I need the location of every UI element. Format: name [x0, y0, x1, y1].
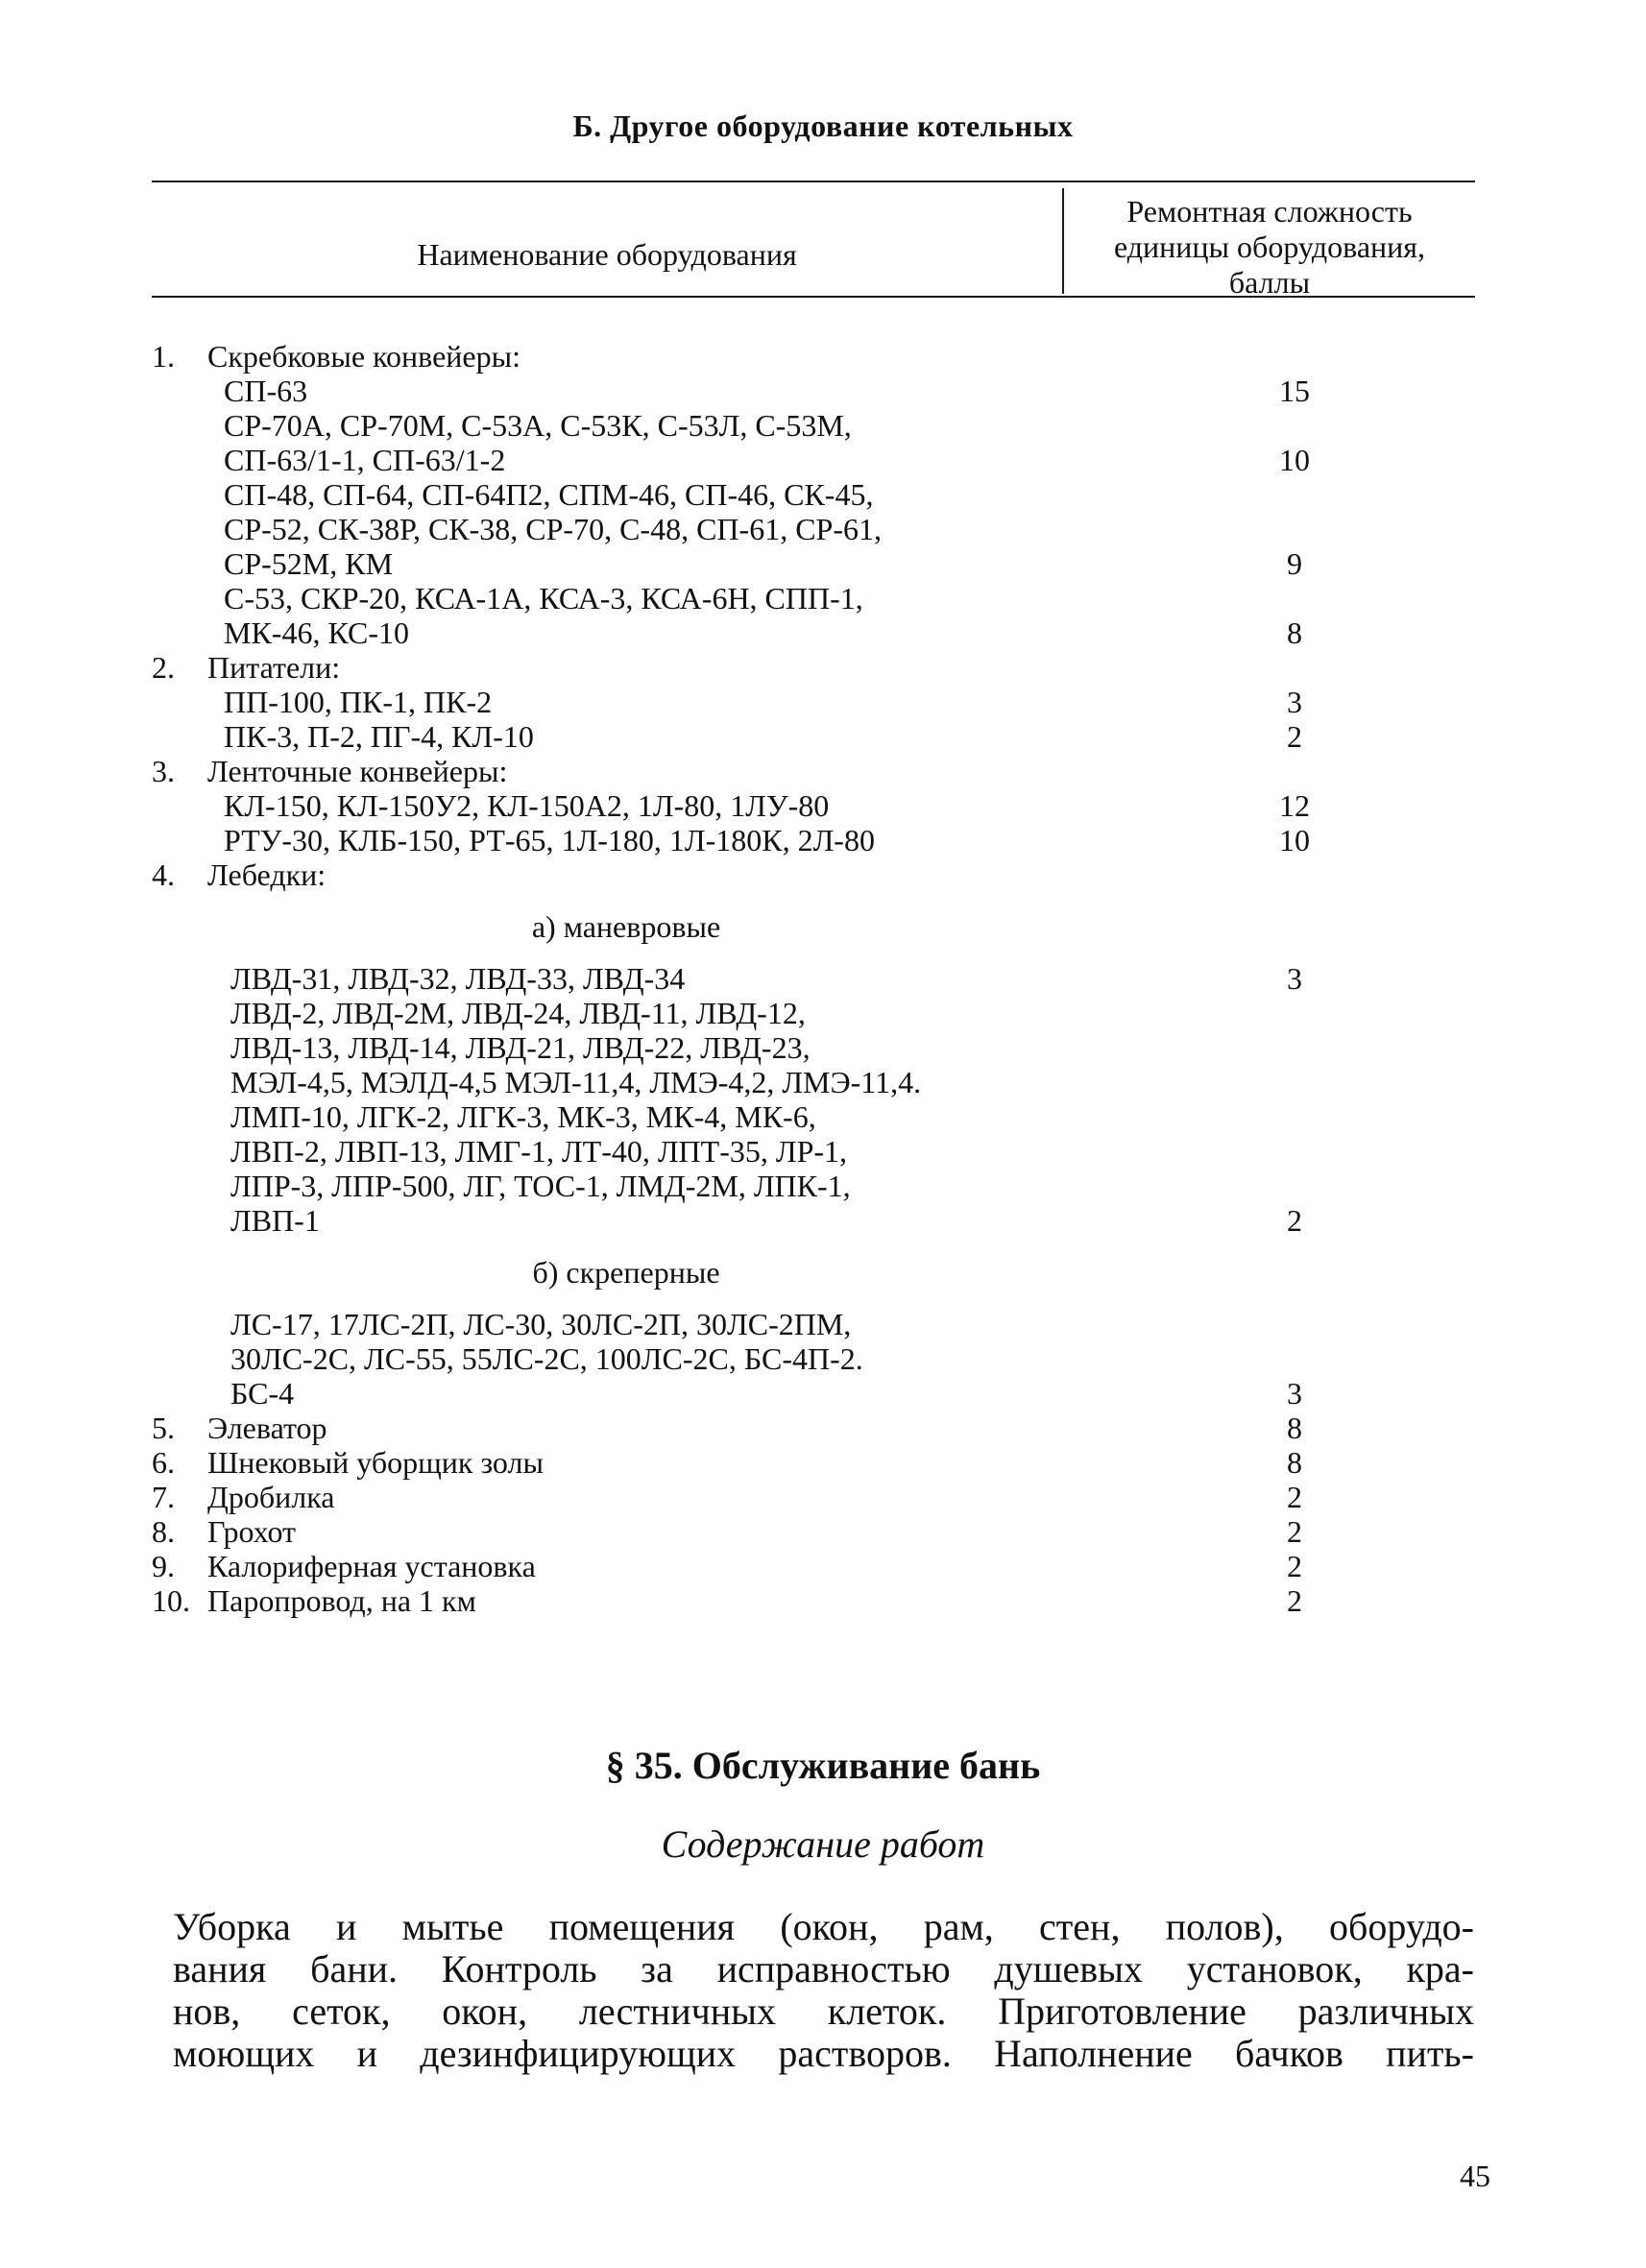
row-label: Элеватор: [207, 1411, 327, 1445]
row-label: ЛВД-31, ЛВД-32, ЛВД-33, ЛВД-34: [230, 961, 686, 996]
row-value: 3: [1287, 685, 1302, 719]
table-row: [152, 1514, 1475, 1549]
row-number: 9.: [152, 1549, 175, 1583]
table-row: [152, 1307, 1475, 1341]
table-row: [152, 823, 1475, 857]
table-row: [152, 857, 1475, 892]
winch-group-label: б) скреперные: [532, 1255, 720, 1290]
row-label: Скребковые конвейеры:: [207, 339, 520, 374]
table-row: [152, 1030, 1475, 1065]
row-label: ЛВП-2, ЛВП-13, ЛМГ-1, ЛТ-40, ЛПТ-35, ЛР-1,: [230, 1134, 848, 1169]
row-label: ЛС-17, 17ЛС-2П, ЛС-30, 30ЛС-2П, 30ЛС-2ПМ,: [230, 1307, 852, 1341]
table-row: [152, 1411, 1475, 1445]
row-label: МК-46, КС-10: [224, 615, 409, 650]
table-top-rule: [152, 181, 1475, 182]
table-row: [152, 1203, 1475, 1238]
row-label: СР-52, СК-38Р, СК-38, СР-70, С-48, СП-61, СР-61,: [224, 512, 882, 546]
paragraph-line: нов, сеток, окон, лестничных клеток. Приготовление различных: [173, 1990, 1474, 2033]
row-value: 3: [1287, 961, 1302, 996]
table-row: [152, 1445, 1475, 1480]
table-row: [152, 650, 1475, 685]
row-label: СР-70А, СР-70М, С-53А, С-53К, С-53Л, С-53М,: [224, 408, 852, 443]
row-label: Грохот: [207, 1514, 297, 1549]
row-value: 8: [1287, 1445, 1302, 1480]
table-row: [152, 961, 1475, 996]
row-value: 15: [1279, 374, 1310, 408]
row-value: 12: [1279, 788, 1310, 823]
header-value-line: баллы: [1228, 265, 1311, 300]
header-name-column: Наименование оборудования: [417, 237, 797, 272]
row-label: 30ЛС-2С, ЛС-55, 55ЛС-2С, 100ЛС-2С, БС-4П-2.: [230, 1341, 863, 1376]
table-row: [152, 1549, 1475, 1583]
paragraph-line: вания бани. Контроль за исправностью душевых установок, кра-: [173, 1947, 1474, 1991]
row-number: 3.: [152, 754, 175, 788]
table-heading: Б. Другое оборудование котельных: [572, 109, 1074, 143]
table-row: [152, 788, 1475, 823]
row-number: 7.: [152, 1480, 175, 1514]
table-row: [152, 1134, 1475, 1169]
table-row: [152, 719, 1475, 754]
table-row: [152, 1169, 1475, 1203]
row-number: 10.: [152, 1583, 190, 1618]
table-row: [152, 1099, 1475, 1134]
table-row: [152, 581, 1475, 615]
row-label: СП-63/1-1, СП-63/1-2: [224, 443, 506, 477]
table-row: [152, 546, 1475, 581]
table-row: [152, 754, 1475, 788]
row-label: ЛПР-3, ЛПР-500, ЛГ, ТОС-1, ЛМД-2М, ЛПК-1,: [230, 1169, 851, 1203]
row-number: 1.: [152, 339, 175, 374]
row-label: Ленточные конвейеры:: [207, 754, 508, 788]
table-row: [152, 408, 1475, 443]
row-label: ЛМП-10, ЛГК-2, ЛГК-3, МК-3, МК-4, МК-6,: [230, 1099, 816, 1134]
table-row: [152, 1583, 1475, 1618]
table-row: [152, 443, 1475, 477]
row-value: 2: [1287, 1203, 1302, 1238]
header-bottom-rule: [152, 296, 1475, 298]
row-label: СП-48, СП-64, СП-64П2, СПМ-46, СП-46, СК-45,: [224, 477, 874, 512]
table-body: [152, 339, 1475, 1618]
header-value-column: [1064, 194, 1475, 301]
winch-group-label: а) маневровые: [531, 909, 721, 944]
row-value: 10: [1279, 443, 1310, 477]
row-label: Паропровод, на 1 км: [207, 1583, 476, 1618]
row-label: С-53, СКР-20, КСА-1А, КСА-3, КСА-6Н, СПП-1,: [224, 581, 863, 615]
row-value: 2: [1287, 1549, 1302, 1583]
row-value: 2: [1287, 1480, 1302, 1514]
table-row: [152, 512, 1475, 546]
section-title: § 35. Обслуживание бань: [605, 1744, 1041, 1787]
table-row: [152, 1065, 1475, 1099]
row-label: Лебедки:: [207, 857, 327, 892]
table-row: [152, 615, 1475, 650]
table-row: [152, 1376, 1475, 1411]
header-value-line: Ремонтная сложность: [1126, 194, 1413, 229]
row-label: ЛВП-1: [230, 1203, 320, 1238]
row-label: ЛВД-2, ЛВД-2М, ЛВД-24, ЛВД-11, ЛВД-12,: [230, 996, 806, 1030]
row-number: 8.: [152, 1514, 175, 1549]
table-row: [152, 685, 1475, 719]
row-value: 2: [1287, 1514, 1302, 1549]
section-paragraph: [173, 1906, 1474, 2075]
row-value: 10: [1279, 823, 1310, 857]
row-value: 9: [1287, 546, 1302, 581]
row-label: БС-4: [230, 1376, 295, 1411]
table-row: [152, 339, 1475, 374]
row-number: 6.: [152, 1445, 175, 1480]
equipment-table: [152, 181, 1475, 1688]
row-label: Дробилка: [207, 1480, 335, 1514]
row-value: 3: [1287, 1376, 1302, 1411]
table-row: [152, 1480, 1475, 1514]
row-label: Шнековый уборщик золы: [207, 1445, 544, 1480]
row-number: 4.: [152, 857, 175, 892]
row-label: ПП-100, ПК-1, ПК-2: [224, 685, 493, 719]
row-value: 2: [1287, 719, 1302, 754]
row-number: 5.: [152, 1411, 175, 1445]
row-label: ЛВД-13, ЛВД-14, ЛВД-21, ЛВД-22, ЛВД-23,: [230, 1030, 811, 1065]
row-label: Питатели:: [207, 650, 341, 685]
row-label: МЭЛ-4,5, МЭЛД-4,5 МЭЛ-11,4, ЛМЭ-4,2, ЛМЭ-11,4.: [230, 1065, 922, 1099]
paragraph-line: моющих и дезинфицирующих растворов. Наполнение бачков пить-: [173, 2032, 1474, 2075]
table-row: [152, 1341, 1475, 1376]
row-label: СР-52М, КМ: [224, 546, 394, 581]
table-row: [152, 477, 1475, 512]
row-value: 8: [1287, 615, 1302, 650]
row-value: 2: [1287, 1583, 1302, 1618]
row-label: РТУ-30, КЛБ-150, РТ-65, 1Л-180, 1Л-180К, 2Л-80: [224, 823, 875, 857]
row-label: ПК-3, П-2, ПГ-4, КЛ-10: [224, 719, 534, 754]
row-label: СП-63: [224, 374, 308, 408]
row-label: Калориферная установка: [207, 1549, 536, 1583]
row-value: 8: [1287, 1411, 1302, 1445]
table-row: [152, 996, 1475, 1030]
table-row: [152, 374, 1475, 408]
page-number: 45: [1460, 2159, 1490, 2193]
header-value-line: единицы оборудования,: [1113, 229, 1426, 264]
row-label: КЛ-150, КЛ-150У2, КЛ-150А2, 1Л-80, 1ЛУ-80: [224, 788, 830, 823]
row-number: 2.: [152, 650, 175, 685]
paragraph-line: Уборка и мытье помещения (окон, рам, стен, полов), оборудо-: [173, 1905, 1474, 1948]
section-subtitle: Содержание работ: [661, 1822, 985, 1866]
